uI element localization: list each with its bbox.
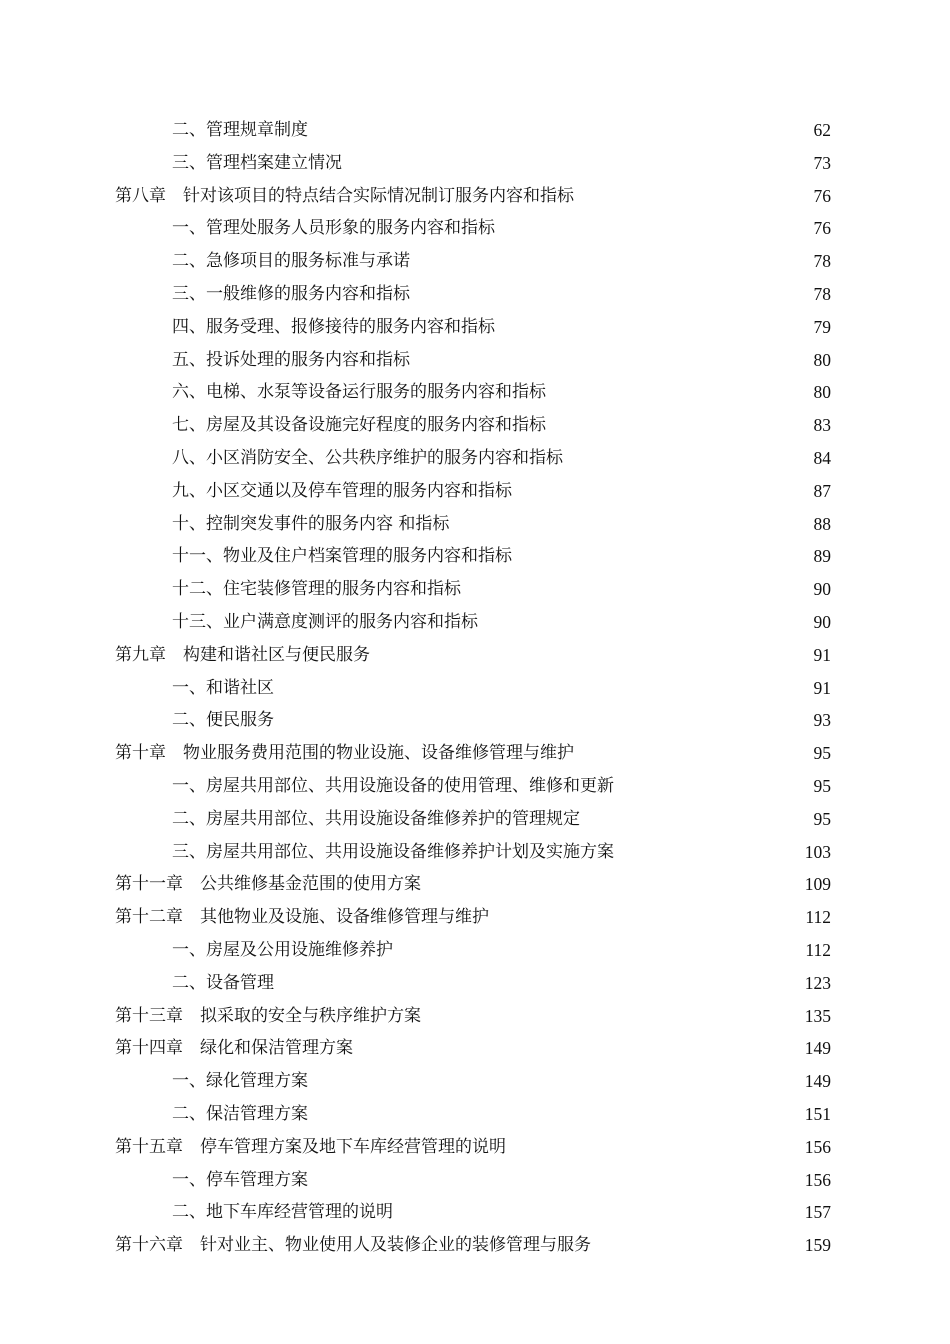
toc-entry-title: 二、便民服务 (172, 710, 274, 731)
toc-entry-title: 第九章 构建和谐社区与便民服务 (115, 644, 370, 665)
toc-entry-page-number: 90 (813, 611, 831, 632)
toc-chapter-entry[interactable] (0, 1032, 950, 1065)
toc-section-entry[interactable] (0, 278, 950, 311)
toc-chapter-entry[interactable] (0, 868, 950, 901)
toc-entry-page-number: 95 (813, 808, 831, 829)
toc-section-entry[interactable] (0, 1164, 950, 1197)
toc-entry-page-number: 62 (813, 120, 831, 140)
toc-chapter-entry[interactable] (0, 901, 950, 934)
toc-section-entry[interactable] (0, 1196, 950, 1229)
toc-entry-title: 八、小区消防安全、公共秩序维护的服务内容和指标 (172, 447, 563, 468)
toc-chapter-entry[interactable] (0, 639, 950, 672)
toc-entry-title: 一、和谐社区 (172, 677, 274, 698)
toc-entry-title: 一、管理处服务人员形象的服务内容和指标 (172, 218, 495, 239)
toc-section-entry[interactable] (0, 934, 950, 967)
toc-section-entry[interactable] (0, 836, 950, 869)
toc-entry-title: 第十三章 拟采取的安全与秩序维护方案 (115, 1005, 421, 1026)
toc-entry-page-number: 90 (813, 579, 831, 600)
toc-chapter-entry[interactable] (0, 1000, 950, 1033)
toc-section-entry[interactable] (0, 1098, 950, 1131)
toc-entry-page-number: 88 (813, 513, 831, 534)
toc-entry-title: 四、服务受理、报修接待的服务内容和指标 (172, 316, 495, 337)
toc-entry-page-number: 159 (804, 1235, 831, 1256)
toc-entry-page-number: 89 (813, 546, 831, 567)
toc-entry-title: 七、房屋及其设备设施完好程度的服务内容和指标 (172, 415, 546, 436)
toc-entry-title: 第十一章 公共维修基金范围的使用方案 (115, 874, 421, 895)
toc-entry-page-number: 112 (805, 907, 831, 928)
toc-entry-page-number: 149 (804, 1038, 831, 1059)
toc-section-entry[interactable] (0, 1065, 950, 1098)
toc-section-entry[interactable] (0, 376, 950, 409)
toc-entry-title: 一、房屋及公用设施维修养护 (172, 939, 393, 960)
toc-section-entry[interactable] (0, 442, 950, 475)
toc-entry-page-number: 123 (804, 972, 831, 993)
toc-entry-page-number: 83 (813, 415, 831, 436)
toc-entry-page-number: 95 (813, 743, 831, 764)
toc-entry-page-number: 151 (804, 1103, 831, 1124)
toc-entry-title: 二、保洁管理方案 (172, 1103, 308, 1124)
toc-entry-title: 第十章 物业服务费用范围的物业设施、设备维修管理与维护 (115, 743, 574, 764)
toc-chapter-entry[interactable] (0, 737, 950, 770)
toc-entry-title: 第十六章 针对业主、物业使用人及装修企业的装修管理与服务 (115, 1235, 591, 1256)
toc-entry-title: 三、房屋共用部位、共用设施设备维修养护计划及实施方案 (172, 841, 614, 862)
toc-chapter-entry[interactable] (0, 1229, 950, 1262)
toc-entry-page-number: 157 (804, 1202, 831, 1223)
toc-entry-page-number: 95 (813, 775, 831, 796)
toc-section-entry[interactable] (0, 672, 950, 705)
toc-entry-title: 二、房屋共用部位、共用设施设备维修养护的管理规定 (172, 808, 580, 829)
toc-entry-page-number: 76 (813, 218, 831, 239)
toc-entry-page-number: 87 (813, 480, 831, 501)
toc-section-entry[interactable] (0, 114, 950, 147)
toc-entry-page-number: 112 (805, 939, 831, 960)
toc-section-entry[interactable] (0, 770, 950, 803)
toc-section-entry[interactable] (0, 508, 950, 541)
toc-entry-title: 十、控制突发事件的服务内容 和指标 (172, 513, 450, 534)
toc-entry-page-number: 109 (804, 874, 831, 895)
toc-entry-title: 五、投诉处理的服务内容和指标 (172, 349, 410, 370)
toc-entry-page-number: 78 (813, 251, 831, 272)
toc-entry-title: 三、管理档案建立情况 (172, 152, 342, 173)
toc-entry-page-number: 73 (813, 152, 831, 173)
toc-entry-page-number: 80 (813, 382, 831, 403)
toc-entry-page-number: 103 (804, 841, 831, 862)
toc-entry-page-number: 93 (813, 710, 831, 731)
toc-entry-page-number: 156 (804, 1169, 831, 1190)
toc-section-entry[interactable] (0, 803, 950, 836)
toc-entry-title: 第八章 针对该项目的特点结合实际情况制订服务内容和指标 (115, 185, 574, 206)
toc-section-entry[interactable] (0, 704, 950, 737)
toc-section-entry[interactable] (0, 967, 950, 1000)
toc-chapter-entry[interactable] (0, 1131, 950, 1164)
toc-entry-title: 十一、物业及住户档案管理的服务内容和指标 (172, 546, 512, 567)
toc-entry-title: 十二、住宅装修管理的服务内容和指标 (172, 579, 461, 600)
toc-entry-page-number: 156 (804, 1136, 831, 1157)
table-of-contents (0, 114, 950, 1262)
toc-entry-page-number: 80 (813, 349, 831, 370)
toc-section-entry[interactable] (0, 409, 950, 442)
toc-entry-page-number: 91 (813, 644, 831, 665)
toc-entry-page-number: 91 (813, 677, 831, 698)
toc-section-entry[interactable] (0, 540, 950, 573)
toc-section-entry[interactable] (0, 606, 950, 639)
toc-entry-title: 第十五章 停车管理方案及地下车库经营管理的说明 (115, 1136, 506, 1157)
toc-section-entry[interactable] (0, 212, 950, 245)
toc-entry-page-number: 149 (804, 1071, 831, 1092)
toc-section-entry[interactable] (0, 245, 950, 278)
toc-entry-title: 二、管理规章制度 (172, 120, 308, 140)
toc-chapter-entry[interactable] (0, 180, 950, 213)
toc-entry-title: 第十二章 其他物业及设施、设备维修管理与维护 (115, 907, 489, 928)
toc-entry-page-number: 84 (813, 447, 831, 468)
toc-section-entry[interactable] (0, 573, 950, 606)
toc-section-entry[interactable] (0, 344, 950, 377)
toc-entry-title: 一、房屋共用部位、共用设施设备的使用管理、维修和更新 (172, 775, 614, 796)
toc-entry-page-number: 79 (813, 316, 831, 337)
toc-entry-title: 第十四章 绿化和保洁管理方案 (115, 1038, 353, 1059)
toc-entry-title: 三、一般维修的服务内容和指标 (172, 283, 410, 304)
toc-section-entry[interactable] (0, 147, 950, 180)
toc-entry-title: 九、小区交通以及停车管理的服务内容和指标 (172, 480, 512, 501)
toc-entry-page-number: 135 (804, 1005, 831, 1026)
toc-section-entry[interactable] (0, 475, 950, 508)
toc-entry-title: 六、电梯、水泵等设备运行服务的服务内容和指标 (172, 382, 546, 403)
toc-entry-page-number: 78 (813, 283, 831, 304)
toc-entry-title: 二、急修项目的服务标准与承诺 (172, 251, 410, 272)
toc-entry-title: 二、地下车库经营管理的说明 (172, 1202, 393, 1223)
toc-entry-page-number: 76 (813, 185, 831, 206)
toc-entry-title: 二、设备管理 (172, 972, 274, 993)
toc-section-entry[interactable] (0, 311, 950, 344)
toc-entry-title: 十三、业户满意度测评的服务内容和指标 (172, 611, 478, 632)
toc-entry-title: 一、绿化管理方案 (172, 1071, 308, 1092)
toc-entry-title: 一、停车管理方案 (172, 1169, 308, 1190)
